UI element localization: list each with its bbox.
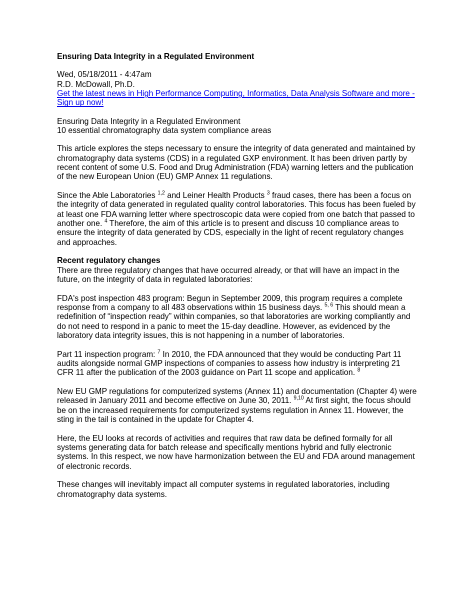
part11-paragraph: Part 11 inspection program: $^7$ In 2010, the FDA announced that they would be conducting Part 11 audits alongside normal GMP inspections of companies to assess how industry is interpreting 21 CFR 11 after the publication of the 2003 guidance on Part 11 scope and application. $^8$ xyxy=(57,349,402,378)
subtitle-line-2: 10 essential chromatography data system compliance areas xyxy=(57,126,272,136)
intro-paragraph: This article explores the steps necessary to ensure the integrity of data generated and maintained by chromatography data systems (CDS) in a regulated GXP environment. It has been driven partly by recent content of some U.S. Food and Drug Administration (FDA) warning letters and the publication of the new European Union (EU) GMP Annex 11 regulations. xyxy=(57,144,416,182)
changes-intro-paragraph: There are three regulatory changes that have occurred already, or that will have an impact in the future, on the integrity of data in regulated laboratories: xyxy=(57,265,400,285)
footnote-ref: 7 xyxy=(157,349,161,356)
footnote-ref: 4 xyxy=(104,218,108,225)
article-date: Wed, 05/18/2011 - 4:47am xyxy=(57,70,152,80)
subtitle-line-1: Ensuring Data Integrity in a Regulated Environment xyxy=(57,116,241,126)
signup-link[interactable]: Get the latest news in High Performance Computing, Informatics, Data Analysis Software and more - Sign up now! xyxy=(57,89,415,108)
footnote-ref: 1,2 xyxy=(157,190,165,197)
footnote-ref: 8 xyxy=(357,367,361,374)
footnote-ref: 3 xyxy=(266,190,270,197)
article-meta xyxy=(57,70,418,107)
conclusion-paragraph: These changes will inevitably impact all computer systems in regulated laboratories, including chromatography data systems. xyxy=(57,480,390,499)
article-subtitle xyxy=(57,117,418,136)
background-paragraph: Since the Able Laboratories $^{1,2}$ and Leiner Health Products $^3$ fraud cases, there has been a focus on the integrity of data generated in regulated quality control laboratories. This focus has been fueled by at least one FDA warning letter where spectroscopic data were copied from one batch that passed to another one. $^4$ Therefore, the aim of this article is to present and discuss 10 compliance areas to ensure the integrity of data generated by CDS, especially in the light of recent regulatory changes and approaches. xyxy=(57,190,416,247)
eu-gmp-paragraph: New EU GMP regulations for computerized systems (Annex 11) and documentation (Chapter 4) were released in January 2011 and become effective on June 30, 2011. $^{9,10}$ At first sight, the focus should be on the increased requirements for computerized systems regulation in Annex 11. However, the sting in the tail is contained in the update for Chapter 4. xyxy=(57,387,417,425)
footnote-ref: 9,10 xyxy=(293,395,304,402)
fda-483-paragraph: FDA's post inspection 483 program: Begun in September 2009, this program requires a complete response from a company to all 483 observations within 15 business days. $^{5, 6}$ This should mean a redefinition of “inspection ready” within companies, so that laboratories are working compliantly and do not need to respond in a panic to meet the 15-day deadline. However, as evidenced by the laboratory data integrity issues, this is not happening in a number of laboratories. xyxy=(57,293,411,341)
article-title: Ensuring Data Integrity in a Regulated Environment xyxy=(57,52,255,61)
eu-records-paragraph: Here, the EU looks at records of activities and requires that raw data be defined formally for all systems generating data for batch release and specifically mentions hybrid and fully electronic systems. In this respect, we now have harmonization between the EU and FDA around management of electronic records. xyxy=(57,433,415,471)
section-heading: Recent regulatory changes xyxy=(57,256,161,266)
article-author: R.D. McDowall, Ph.D. xyxy=(57,79,135,89)
footnote-ref: 5, 6 xyxy=(324,302,334,309)
